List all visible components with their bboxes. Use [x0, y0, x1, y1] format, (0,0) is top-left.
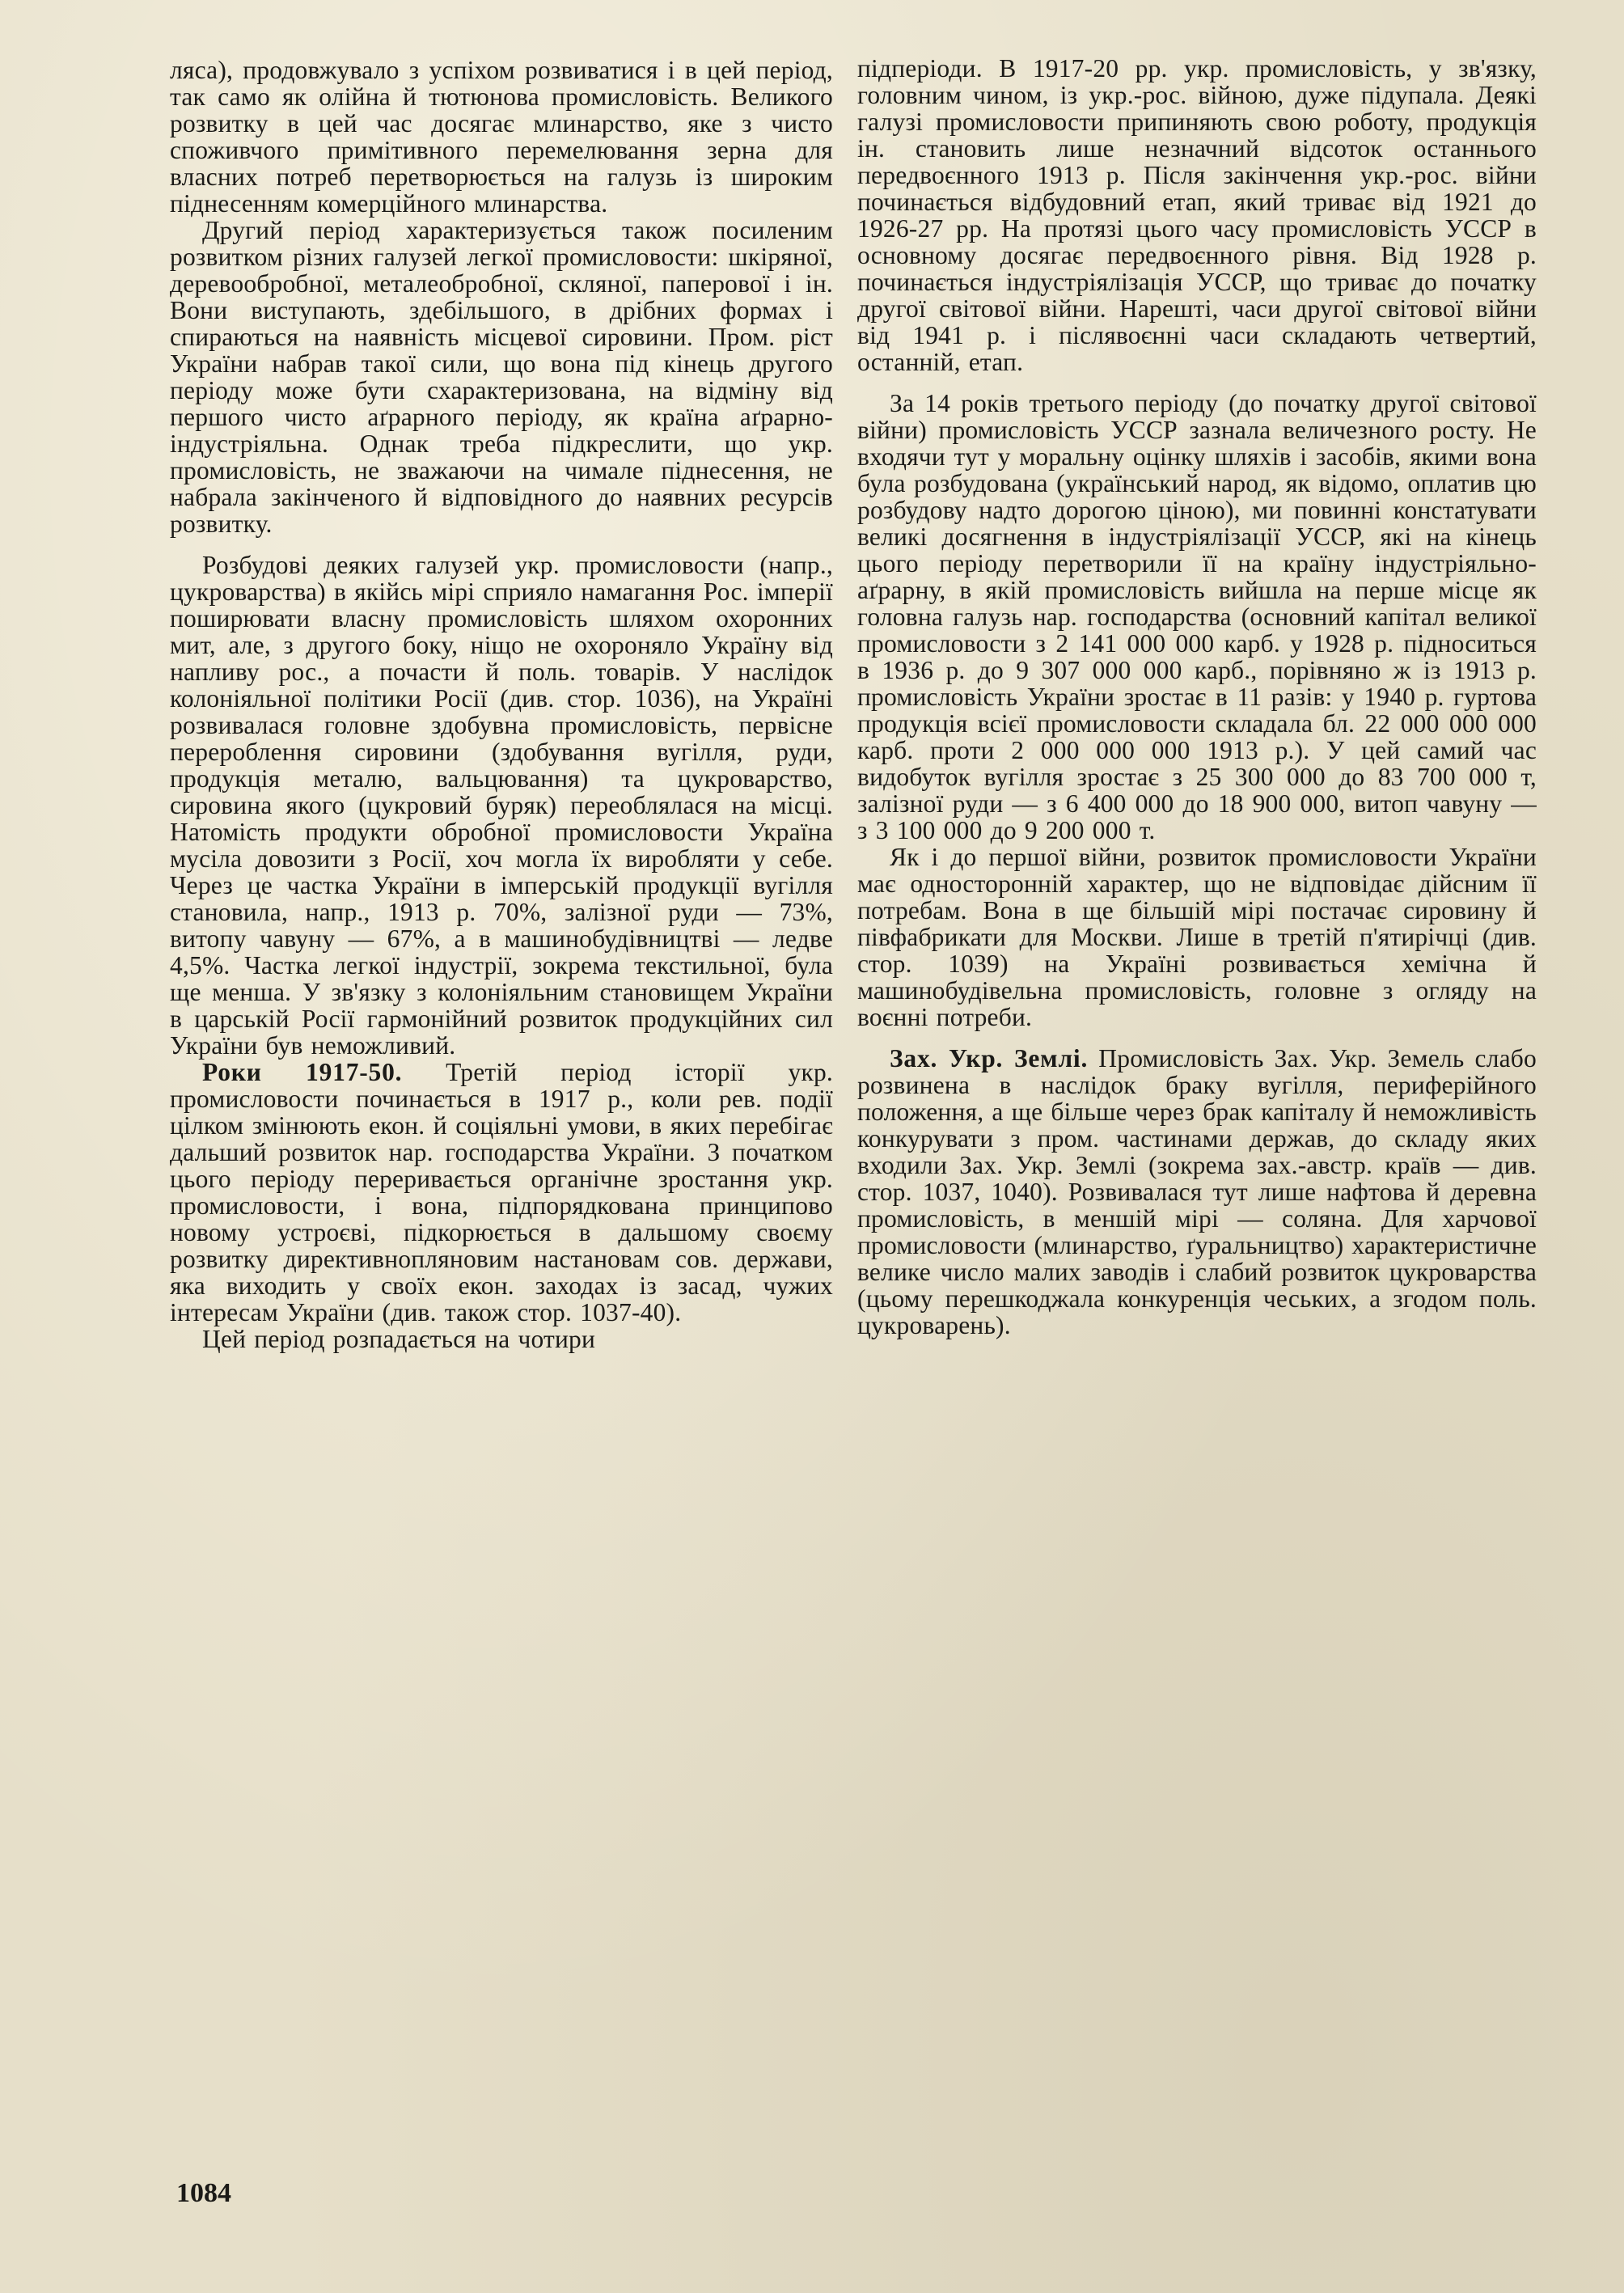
paragraph: [170, 57, 833, 217]
paragraph-text: Розбудові деяких галузей укр. промисловости (напр., цукроварства) в якійсь мірі сприяло намагання Рос. імперії поширювати власну промисловість шляхом охоронних мит, але, з другого боку, ніщо не охороняло Україну від напливу рос., а почасти й поль. товарів. У наслідок колоніяльної політики Росії (див. стор. 1036), на Україні розвивалася головне здобувна промисловість, первісне перероблення сировини (здобування вугілля, руди, продукція металю, вальцювання) та цукроварство, сировина якого (цукровий буряк) переоблялася на місці. Натомість продукти обробної промисловости Україна мусіла довозити з Росії, хоч могла їх виробляти у себе. Через це частка України в імперській продукції вугілля становила, напр., 1913 р. 70%, залізної руди — 73%, витопу чавуну — 67%, а в машинобудівництві — ледве 4,5%. Частка легкої індустрії, зокрема текстильної, була ще менша. У зв'язку з колоніяльним становищем України в царській Росії гармонійний розвиток продукційних сил України був неможливий.: [170, 551, 833, 1060]
paragraph-text: підперіоди. В 1917-20 рр. укр. промисловість, у зв'язку, головним чином, із укр.-рос. війною, дуже підупала. Деякі галузі промисловости припиняють свою роботу, продукція ін. становить лише незначний відсоток останнього передвоєнного 1913 р. Після закінчення укр.-рос. війни починається відбудовний етап, який триває від 1921 до 1926-27 рр. На протязі цього часу промисловість УССР в основному досягає передвоєнного рівня. Від 1928 р. починається індустріялізація УССР, що триває до початку другої світової війни. Нарешті, часи другої світової війни від 1941 р. і післявоєнні часи складають четвертий, останній, етап.: [857, 54, 1537, 376]
section-paragraph: [857, 1045, 1537, 1339]
page-number: 1084: [176, 2178, 231, 2208]
section-heading: Зах. Укр. Землі.: [890, 1044, 1089, 1072]
paragraph-text: Другий період характеризується також посиленим розвитком різних галузей легкої промисловости: шкіряної, деревообробної, металеобробної, скляної, паперової і ін. Вони виступають, здебільшого, в дрібних формах і спираються на наявність місцевої сировини. Пром. ріст України набрав такої сили, що вона під кінець другого періоду може бути схарактеризована, на відміну від першого чисто аґрарного періоду, як країна аґрарно-індустріяльна. Однак треба підкреслити, що укр. промисловість, не зважаючи на чимале піднесення, не набрала закінченого й відповідного до наявних ресурсів розвитку.: [170, 216, 833, 538]
paragraph-text: ляса), продовжувало з успіхом розвиватися і в цей період, так само як олійна й тютюнова промисловість. Великого розвитку в цей час досягає млинарство, яке з чисто споживчого примітивного перемелювання зерна для власних потреб перетворюється на галузь із широким піднесенням комерційного млинарства.: [170, 56, 833, 218]
left-text-column: [170, 57, 833, 1352]
section-heading: Роки 1917-50.: [202, 1058, 403, 1086]
paragraph: [170, 552, 833, 1059]
paragraph-text: Третій період історії укр. промисловости починається в 1917 р., коли рев. події цілком змінюють екон. й соціяльні умови, в яких перебігає дальший розвиток нар. господарства України. З початком цього періоду переривається органічне зростання укр. промисловости, і вона, підпорядкована принципово новому устроєві, підкорюється в дальшому своєму розвитку директивнопляновим настановам сов. держави, яка виходить у своїх екон. заходах із засад, чужих інтересам України (див. також стор. 1037-40).: [170, 1058, 833, 1326]
paragraph: [170, 217, 833, 537]
paragraph: [170, 1326, 833, 1352]
paragraph: [857, 844, 1537, 1030]
paragraph-text: Цей період розпадається на чотири: [202, 1325, 596, 1353]
paragraph: [857, 390, 1537, 844]
paragraph: [857, 55, 1537, 375]
right-text-column: [857, 55, 1537, 1339]
paragraph-text: Як і до першої війни, розвиток промисловости України має односторонній характер, що не відповідає дійсним її потребам. Вона в ще більшій мірі постачає сировину й півфабрикати для Москви. Лише в третій п'ятирічці (див. стор. 1039) на Україні розвивається хемічна й машинобудівельна промисловість, головне з огляду на воєнні потреби.: [857, 843, 1537, 1031]
paragraph-text: За 14 років третього періоду (до початку другої світової війни) промисловість УССР зазнала величезного росту. Не входячи тут у моральну оцінку шляхів і засобів, якими вона була розбудована (український народ, як відомо, оплатив цю розбудову надто дорогою ціною), ми повинні констатувати великі досягнення в індустріялізації УССР, які на кінець цього періоду перетворили її на країну індустріяльно-аґрарну, в якій промисловість вийшла на перше місце як головна галузь нар. господарства (основний капітал великої промисловости з 2 141 000 000 карб. у 1928 р. підноситься в 1936 р. до 9 307 000 000 карб., порівняно ж із 1913 р. промисловість України зростає в 11 разів: у 1940 р. гуртова продукція всієї промисловости складала бл. 22 000 000 000 карб. проти 2 000 000 000 1913 р.). У цей самий час видобуток вугілля зростає з 25 300 000 до 83 700 000 т, залізної руди — з 6 400 000 до 18 900 000, витоп чавуну — з 3 100 000 до 9 200 000 т.: [857, 389, 1537, 844]
section-paragraph: [170, 1059, 833, 1326]
paragraph-text: Промисловість Зах. Укр. Земель слабо розвинена в наслідок браку вугілля, периферійного положення, а ще більше через брак капіталу й неможливість конкурувати з пром. частинами держав, до складу яких входили Зах. Укр. Землі (зокрема зах.-австр. країв — див. стор. 1037, 1040). Розвивалася тут лише нафтова й деревна промисловість, в меншій мірі — соляна. Для харчової промисловости (млинарство, ґуральництво) характеристичне велике число малих заводів і слабий розвиток цукроварства (цьому перешкоджала конкуренція чеських, а згодом поль. цукроварень).: [857, 1044, 1537, 1339]
